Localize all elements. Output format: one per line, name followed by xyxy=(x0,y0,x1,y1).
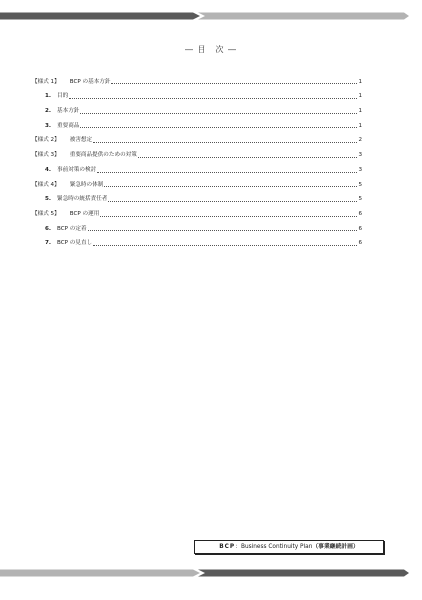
leader-dots xyxy=(138,157,358,158)
toc-entry-label: 【様式 5】 BCP の運用 xyxy=(32,210,100,217)
leader-dots xyxy=(80,127,357,128)
bcp-abbreviation: BCP xyxy=(219,544,236,550)
footer-band xyxy=(0,569,422,577)
toc-page-number: 6 xyxy=(358,240,362,247)
leader-dots xyxy=(93,245,357,246)
leader-dots xyxy=(69,98,357,99)
table-of-contents xyxy=(32,71,362,247)
leader-dots xyxy=(88,230,358,231)
toc-entry[interactable] xyxy=(32,71,362,86)
toc-entry-label: 【様式 2】 被害想定 xyxy=(32,137,93,144)
toc-entry-label: 【様式 3】 重要商品提供のための対策 xyxy=(32,152,137,159)
leader-dots xyxy=(111,83,357,84)
toc-entry-label: 1. 目的 xyxy=(45,93,69,100)
toc-entry[interactable] xyxy=(32,174,362,189)
toc-page-number: 5 xyxy=(358,181,362,188)
bcp-japanese-name: （事業継続計画） xyxy=(312,544,359,550)
toc-entry[interactable] xyxy=(32,189,362,204)
toc-entry[interactable] xyxy=(32,115,362,130)
toc-page-number: 2 xyxy=(358,137,362,144)
toc-page-number: 6 xyxy=(358,225,362,232)
toc-page-number: 6 xyxy=(358,210,362,217)
toc-entry-label: 2. 基本方針 xyxy=(45,108,80,115)
leader-dots xyxy=(100,216,357,217)
toc-page-number: 1 xyxy=(358,78,362,85)
toc-entry-label: 3. 重要商品 xyxy=(45,122,80,129)
separator: ： xyxy=(235,544,241,550)
header-band xyxy=(0,12,422,20)
leader-dots xyxy=(104,186,357,187)
toc-entry-label: 5. 緊急時の統括責任者 xyxy=(45,196,108,203)
toc-entry[interactable] xyxy=(32,159,362,174)
bcp-definition-box xyxy=(194,540,384,554)
leader-dots xyxy=(97,172,357,173)
toc-page-number: 1 xyxy=(358,93,362,100)
toc-entry[interactable] xyxy=(32,233,362,248)
leader-dots xyxy=(93,142,357,143)
toc-page-number: 1 xyxy=(358,122,362,129)
toc-entry-label: 【様式 1】 BCP の基本方針 xyxy=(32,78,111,85)
leader-dots xyxy=(108,201,357,202)
toc-entry-label: 4. 事前対策の検討 xyxy=(45,166,97,173)
toc-entry[interactable] xyxy=(32,144,362,159)
toc-entry[interactable] xyxy=(32,130,362,145)
toc-page-number: 5 xyxy=(358,196,362,203)
toc-entry-label: 【様式 4】 緊急時の体制 xyxy=(32,181,104,188)
toc-entry[interactable] xyxy=(32,218,362,233)
toc-entry[interactable] xyxy=(32,203,362,218)
toc-entry[interactable] xyxy=(32,100,362,115)
bcp-full-name: Business Continuity Plan xyxy=(240,544,313,550)
toc-entry-label: 7. BCP の見直し xyxy=(45,240,93,247)
toc-entry-label: 6. BCP の定着 xyxy=(45,225,87,232)
toc-entry[interactable] xyxy=(32,86,362,101)
toc-page-number: 1 xyxy=(358,108,362,115)
toc-page-number: 3 xyxy=(358,166,362,173)
toc-page-number: 3 xyxy=(358,152,362,159)
toc-title: ― 目 次 ― xyxy=(184,45,238,54)
leader-dots xyxy=(80,113,357,114)
